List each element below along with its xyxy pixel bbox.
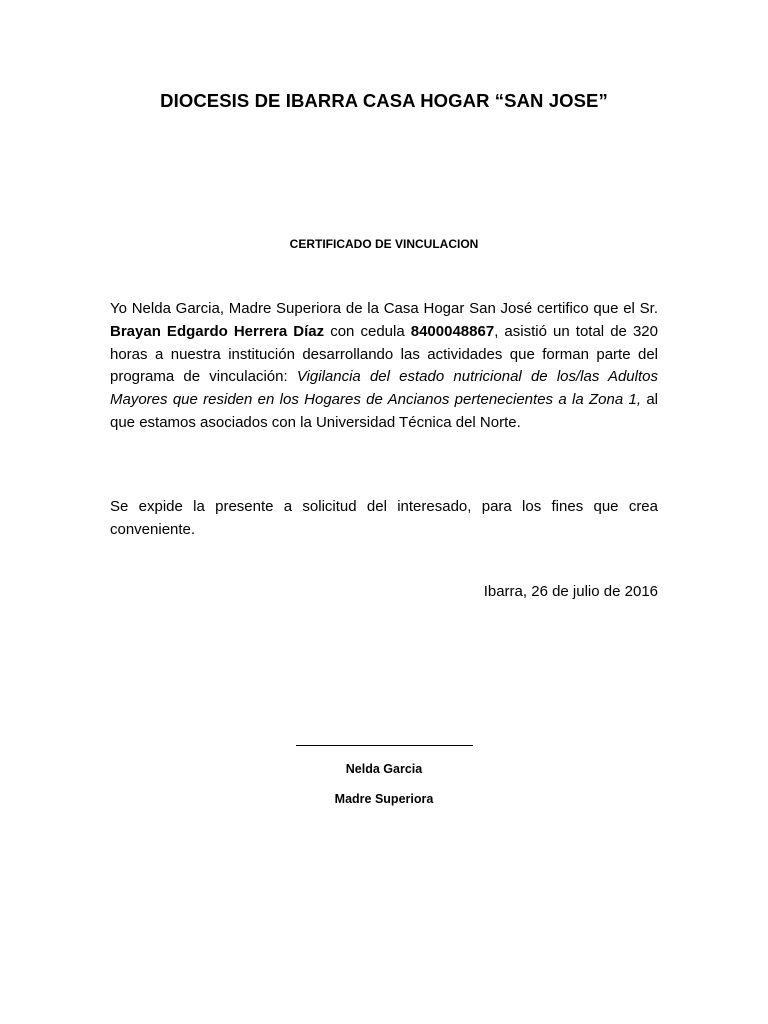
- paragraph-text: Yo Nelda Garcia, Madre Superiora de la Casa Hogar San José certifico que el Sr.: [110, 300, 658, 317]
- document-title: DIOCESIS DE IBARRA CASA HOGAR “SAN JOSE”: [160, 90, 608, 111]
- paragraph-text: , asistió un total de 320 horas a nuestra institución desarrollando las actividades que forman parte del programa de vinculación:: [110, 322, 658, 386]
- signatory-role: Madre Superiora: [334, 792, 434, 806]
- program-name: Vigilancia del estado nutricional de los/las Adultos Mayores que residen en los Hogares de Ancianos pertenecientes a la Zona 1,: [110, 368, 658, 409]
- certificate-paragraph: [110, 298, 658, 435]
- document-date: Ibarra, 26 de julio de 2016: [483, 583, 658, 600]
- id-number: 8400048867: [410, 322, 495, 340]
- issuance-paragraph: Se expide la presente a solicitud del interesado, para los fines que crea conveniente.: [110, 498, 658, 538]
- paragraph-text: al que estamos asociados con la Universidad Técnica del Norte.: [110, 391, 659, 431]
- paragraph-text: con cedula: [324, 322, 411, 340]
- document-subtitle: CERTIFICADO DE VINCULACION: [289, 237, 479, 251]
- student-name: Brayan Edgardo Herrera Díaz: [110, 322, 325, 340]
- signatory-name: Nelda Garcia: [345, 762, 423, 776]
- signature-line: [296, 745, 473, 746]
